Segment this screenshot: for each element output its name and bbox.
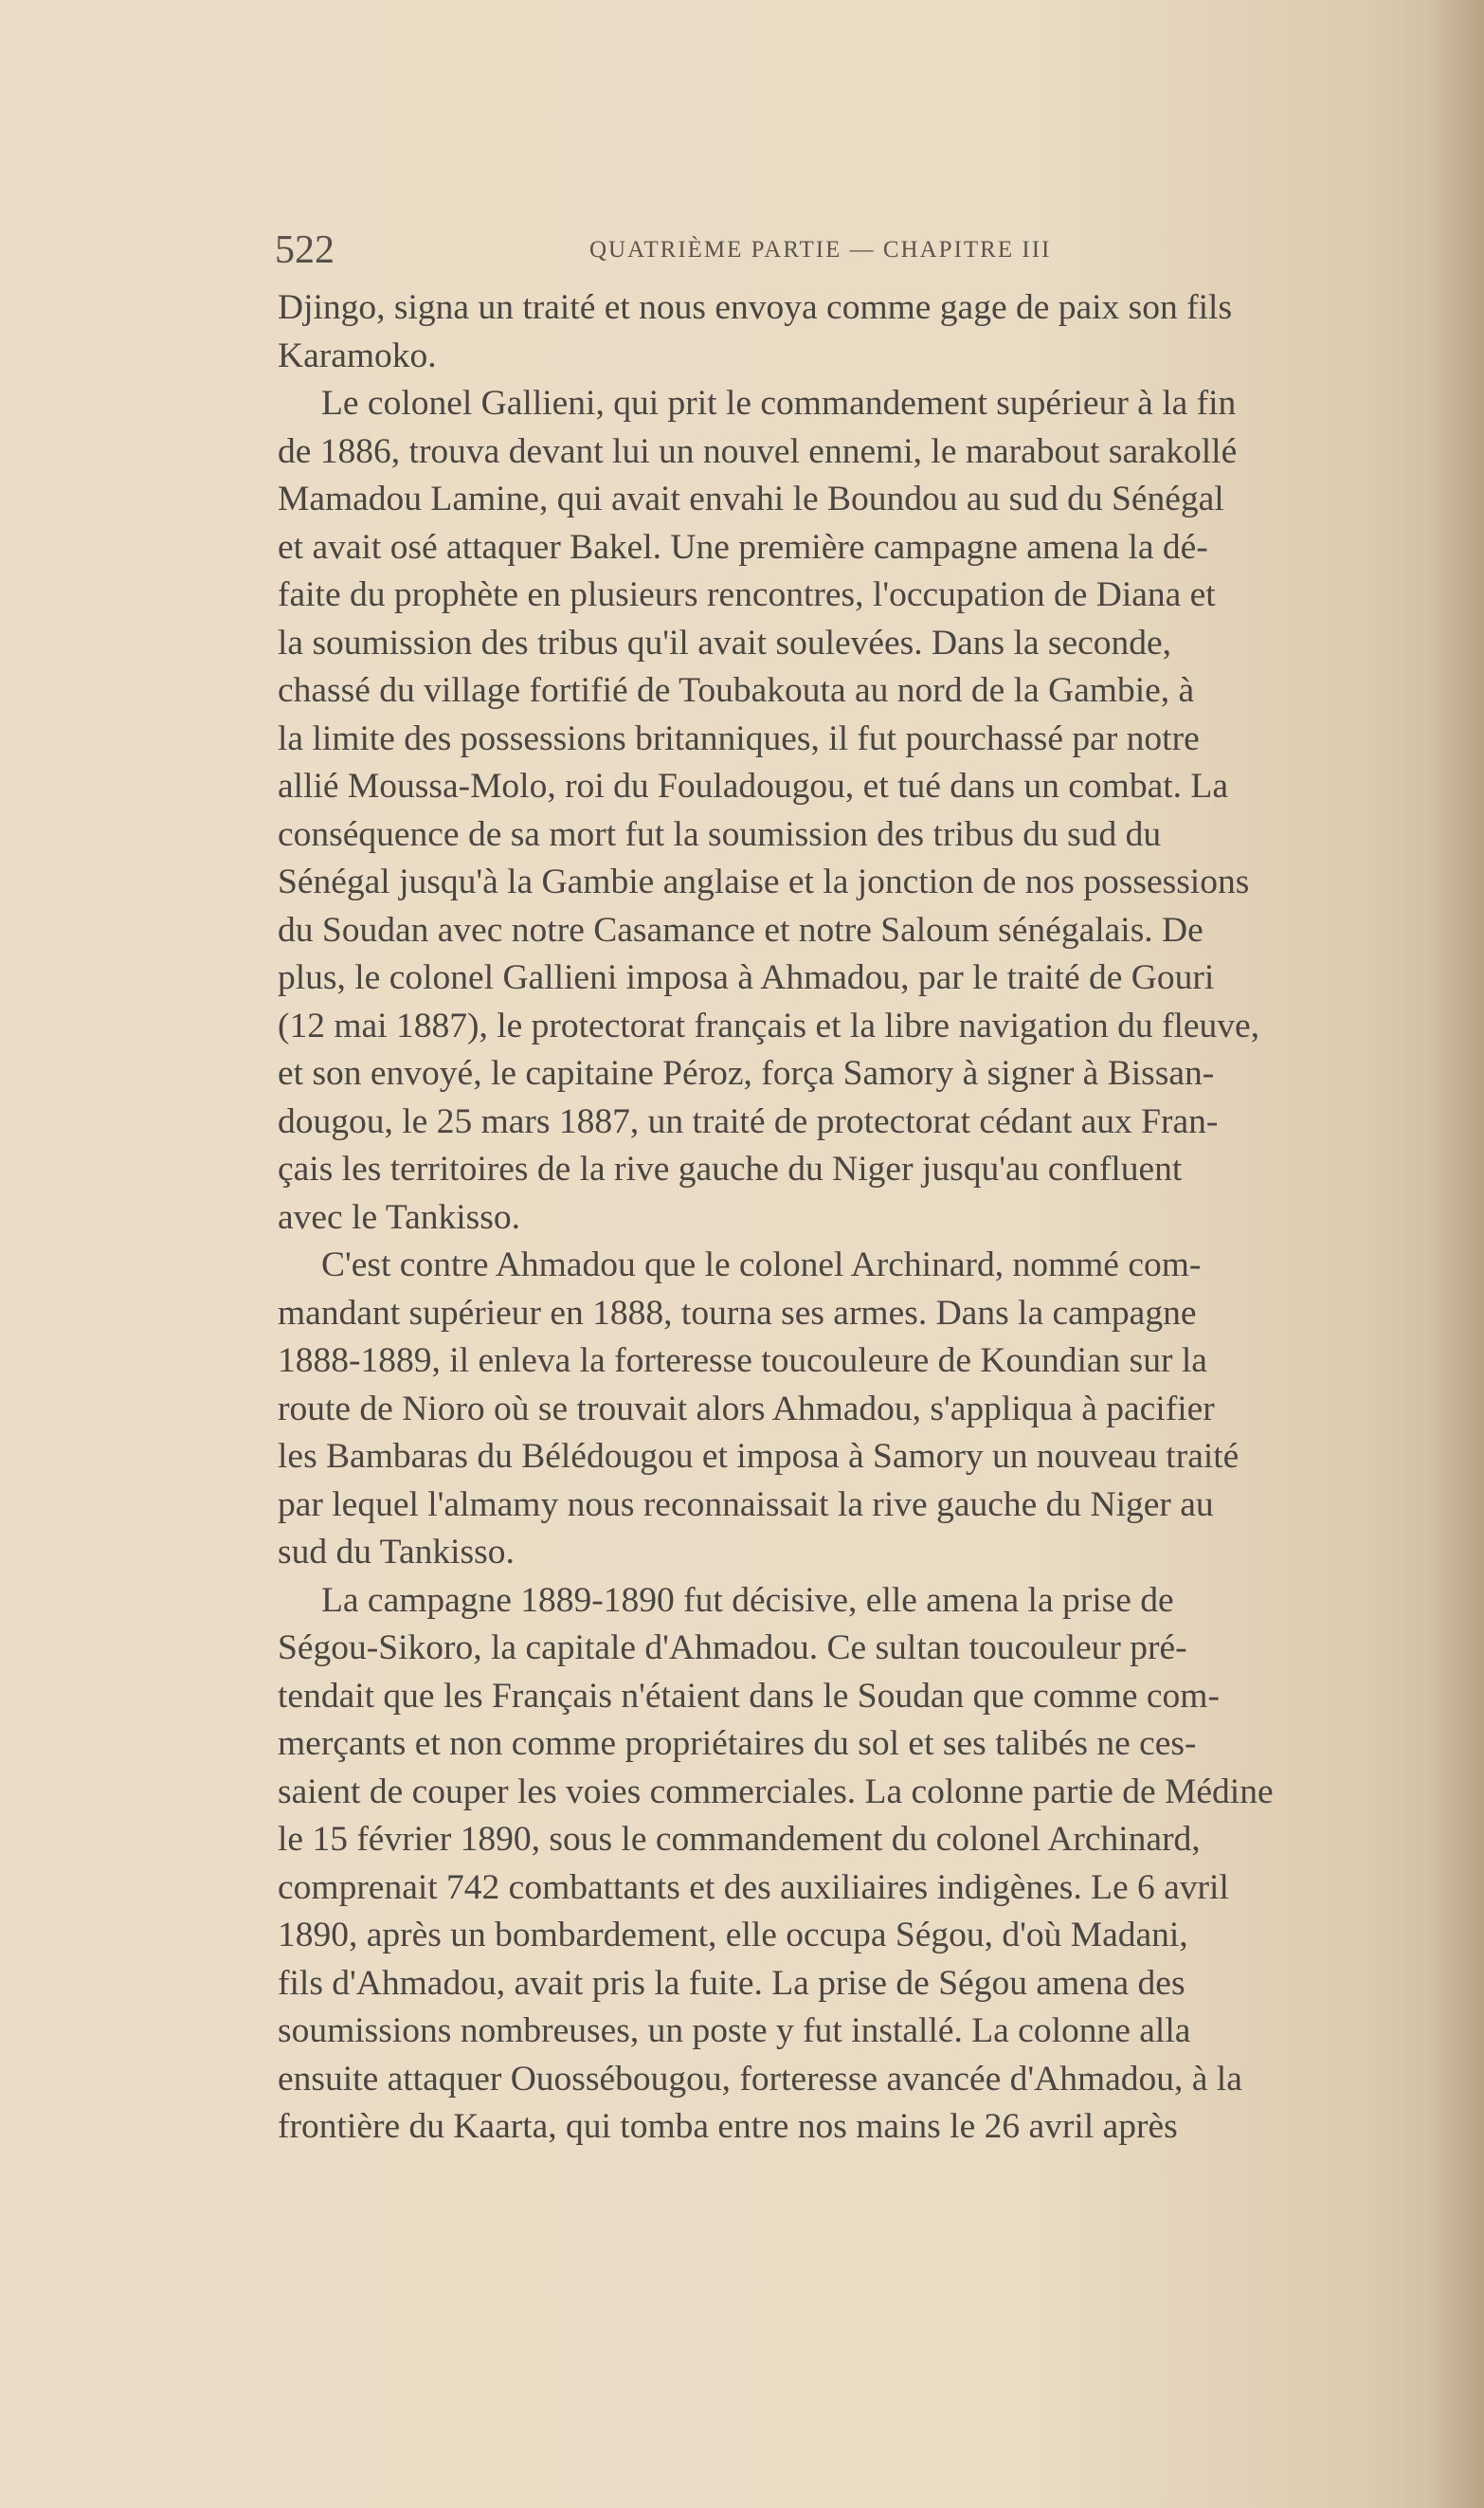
page-number: 522 [275, 228, 335, 272]
text-line: comprenait 742 combattants et des auxiliaires indigènes. Le 6 avril [278, 1867, 1229, 1907]
text-line: conséquence de sa mort fut la soumission des tribus du sud du [278, 814, 1162, 854]
text-line: chassé du village fortifié de Toubakouta au nord de la Gambie, à [278, 671, 1195, 710]
text-line: Ségou-Sikoro, la capitale d'Ahmadou. Ce sultan toucouleur pré- [278, 1628, 1187, 1667]
text-line: Sénégal jusqu'à la Gambie anglaise et la jonction de nos possessions [278, 863, 1250, 901]
text-line: frontière du Kaarta, qui tomba entre nos mains le 26 avril après [278, 2107, 1178, 2146]
text-line: soumissions nombreuses, un poste y fut installé. La colonne alla [278, 2011, 1191, 2050]
page-gutter-shadow [1427, 0, 1484, 2508]
text-line: mandant supérieur en 1888, tourna ses armes. Dans la campagne [278, 1293, 1197, 1333]
text-line: allié Moussa-Molo, roi du Fouladougou, et tué dans un combat. La [278, 767, 1228, 806]
text-line: tendait que les Français n'étaient dans le Soudan que comme com- [278, 1676, 1220, 1716]
text-line: faite du prophète en plusieurs rencontres, l'occupation de Diana et [278, 575, 1216, 614]
text-line: Karamoko. [278, 336, 437, 375]
text-line: dougou, le 25 mars 1887, un traité de protectorat cédant aux Fran- [278, 1101, 1219, 1141]
text-line: les Bambaras du Bélédougou et imposa à Samory un nouveau traité [278, 1437, 1240, 1476]
text-line: 1890, après un bombardement, elle occupa Ségou, d'où Madani, [278, 1916, 1188, 1954]
running-head: QUATRIÈME PARTIE — CHAPITRE III [589, 237, 1052, 263]
body-text [278, 284, 1415, 2152]
text-line: route de Nioro où se trouvait alors Ahmadou, s'appliqua à pacifier [278, 1389, 1215, 1428]
text-line: Le colonel Gallieni, qui prit le commandement supérieur à la fin [321, 384, 1237, 423]
text-line: la limite des possessions britanniques, il fut pourchassé par notre [278, 718, 1200, 758]
text-line: du Soudan avec notre Casamance et notre Saloum sénégalais. De [278, 910, 1203, 950]
text-line: La campagne 1889-1890 fut décisive, elle amena la prise de [321, 1580, 1174, 1620]
text-line: saient de couper les voies commerciales. La colonne partie de Médine [278, 1772, 1274, 1811]
text-line: et son envoyé, le capitaine Péroz, força Samory à signer à Bissan- [278, 1054, 1215, 1093]
text-line: la soumission des tribus qu'il avait soulevées. Dans la seconde, [278, 623, 1172, 663]
text-line: Djingo, signa un traité et nous envoya comme gage de paix son fils [278, 288, 1233, 327]
text-line: le 15 février 1890, sous le commandement du colonel Archinard, [278, 1820, 1201, 1859]
text-line: fils d'Ahmadou, avait pris la fuite. La prise de Ségou amena des [278, 1963, 1185, 2003]
text-line: de 1886, trouva devant lui un nouvel ennemi, le marabout sarakollé [278, 431, 1238, 471]
text-line: 1888-1889, il enleva la forteresse toucouleure de Koundian sur la [278, 1341, 1207, 1380]
text-line: (12 mai 1887), le protectorat français et la libre navigation du fleuve, [278, 1006, 1260, 1045]
text-line: par lequel l'almamy nous reconnaissait la rive gauche du Niger au [278, 1484, 1214, 1524]
page-header [275, 227, 1393, 275]
text-line: C'est contre Ahmadou que le colonel Archinard, nommé com- [321, 1245, 1202, 1284]
text-line: avec le Tankisso. [278, 1197, 520, 1237]
text-line: Mamadou Lamine, qui avait envahi le Boundou au sud du Sénégal [278, 480, 1224, 518]
text-line: et avait osé attaquer Bakel. Une première campagne amena la dé- [278, 527, 1208, 567]
text-line: çais les territoires de la rive gauche du Niger jusqu'au confluent [278, 1150, 1183, 1189]
text-line: sud du Tankisso. [278, 1533, 515, 1572]
text-line: plus, le colonel Gallieni imposa à Ahmadou, par le traité de Gouri [278, 958, 1215, 997]
text-line: ensuite attaquer Ouossébougou, forteresse avancée d'Ahmadou, à la [278, 2059, 1242, 2099]
text-line: merçants et non comme propriétaires du sol et ses talibés ne ces- [278, 1724, 1197, 1763]
